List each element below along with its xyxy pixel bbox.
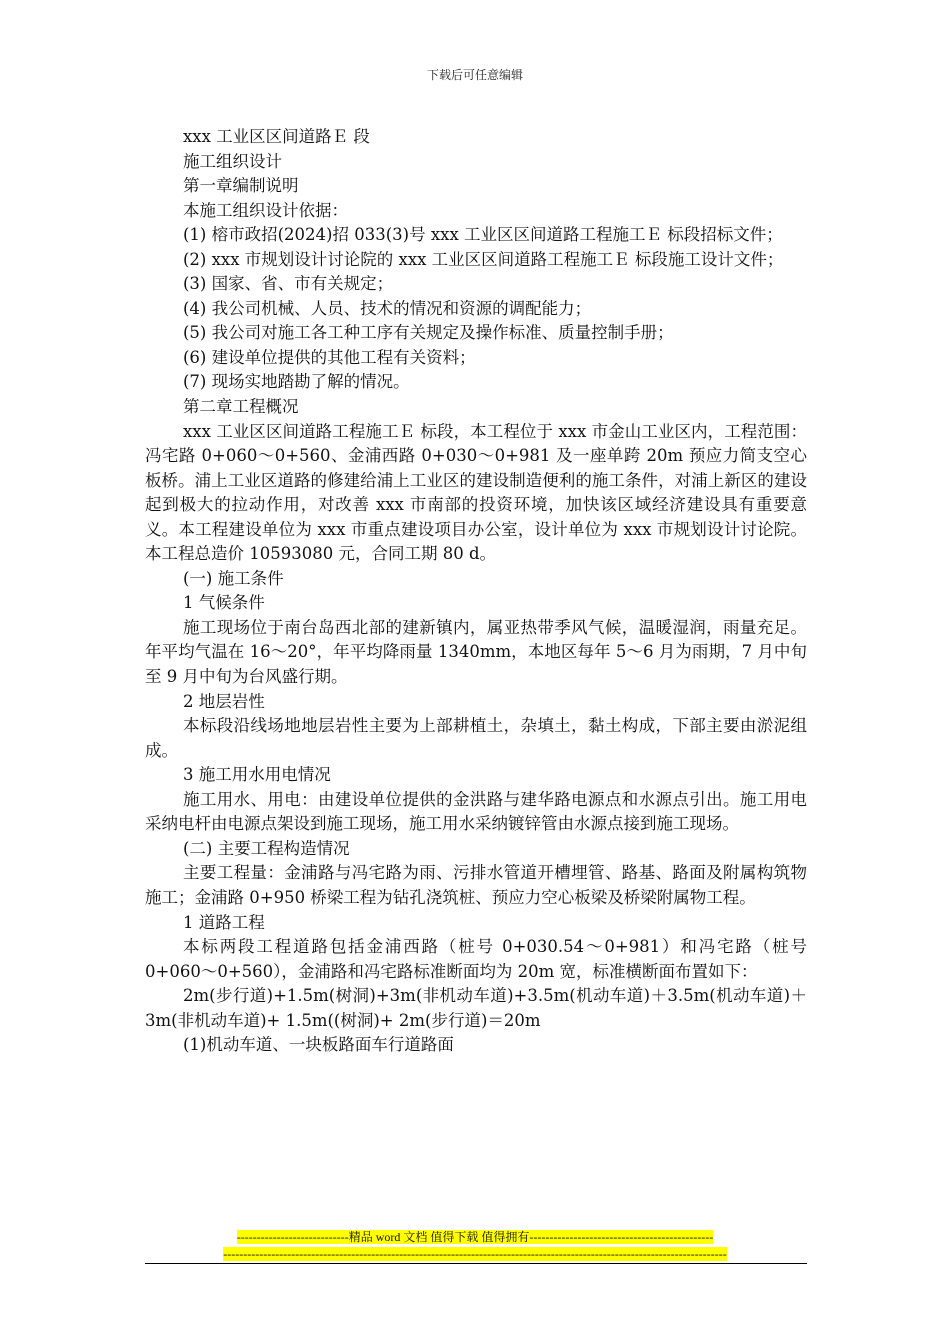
list-item: (1) 榕市政招(2024)招 033(3)号 xxx 工业区区间道路工程施工Ｅ 标段招标文件； [183,225,783,245]
paragraph: 本施工组织设计依据： [183,200,348,220]
subsection-heading: 3 施工用水用电情况 [183,765,331,785]
document-title: 施工组织设计 [183,151,282,171]
paragraph: xxx 工业区区间道路工程施工Ｅ 标段，本工程位于 xxx 市金山工业区内，工程范围：冯宅路 0+060～0+560、金浦西路 0+030～0+981 及一座单跨 20m 预应力简支空心板桥。浦上工业区道路的修建给浦上工业区的建设制造便利的施工条件，对浦上新区的建设起到极大的拉动作用，对改善 xxx 市南部的投资环境，加快该区域经济建设具有重要意义。本工程建设单位为 xxx 市重点建设项目办公室，设计单位为 xxx 市规划设计讨论院。本工程总造价 10593080 元，合同工期 80 d。 [145,421,807,564]
chapter-heading: 第二章工程概况 [183,397,299,417]
paragraph: 施工用水、用电：由建设单位提供的金洪路与建华路电源点和水源点引出。施工用电采纳电杆由电源点架设到施工现场，施工用水采纳镀锌管由水源点接到施工现场。 [145,789,807,834]
footer-rule [145,1263,807,1264]
list-item: (4) 我公司机械、人员、技术的情况和资源的调配能力； [183,298,592,318]
paragraph: 本标两段工程道路包括金浦西路（桩号 0+030.54～0+981）和冯宅路（桩号 0+060～0+560），金浦路和冯宅路标准断面均为 20m 宽，标准横断面布置如下： [145,937,807,981]
paragraph: (1)机动车道、一块板路面车行道路面 [183,1035,454,1055]
footer-dashes [0,1245,950,1263]
project-title: xxx 工业区区间道路Ｅ 段 [183,127,370,146]
page-header: 下载后可任意编辑 [426,68,523,82]
footer-banner-text: ----------------------------精品 word 文档 值得下载 值得拥有---------------------------------------------- [236,1230,714,1244]
list-item: (2) xxx 市规划设计讨论院的 xxx 工业区区间道路工程施工Ｅ 标段施工设计文件； [183,249,784,269]
paragraph: 施工现场位于南台岛西北部的建新镇内，属亚热带季风气候，温暖湿润，雨量充足。年平均气温在 16～20°，年平均降雨量 1340mm，本地区每年 5～6 月为雨期，7 月中旬至 9 月中旬为台风盛行期。 [145,617,807,687]
footer-dashes-text: ------------------------------------------------------------------------------------------------------------------------------ [223,1247,727,1261]
paragraph: 2m(步行道)+1.5m(树洞)+3m(非机动车道)+3.5m(机动车道)＋3.5m(机动车道)＋3m(非机动车道)+ 1.5m((树洞)+ 2m(步行道)＝20m [145,986,807,1030]
section-heading: (二) 主要工程构造情况 [183,838,350,858]
paragraph: 本标段沿线场地地层岩性主要为上部耕植土，杂填土，黏土构成，下部主要由淤泥组成。 [145,716,807,760]
subsection-heading: 1 道路工程 [183,912,265,932]
paragraph: 主要工程量：金浦路与冯宅路为雨、污排水管道开槽埋管、路基、路面及附属构筑物施工；金浦路 0+950 桥梁工程为钻孔浇筑桩、预应力空心板梁及桥梁附属物工程。 [145,863,807,907]
footer-banner [0,1228,950,1246]
subsection-heading: 2 地层岩性 [183,691,265,711]
section-heading: (一) 施工条件 [183,568,284,588]
document-body [145,125,807,1058]
list-item: (5) 我公司对施工各工种工序有关规定及操作标准、质量控制手册； [183,323,674,343]
chapter-heading: 第一章编制说明 [183,176,299,196]
subsection-heading: 1 气候条件 [183,593,265,613]
list-item: (7) 现场实地踏勘了解的情况。 [183,372,410,392]
list-item: (3) 国家、省、市有关规定； [183,274,394,294]
list-item: (6) 建设单位提供的其他工程有关资料； [183,347,476,367]
